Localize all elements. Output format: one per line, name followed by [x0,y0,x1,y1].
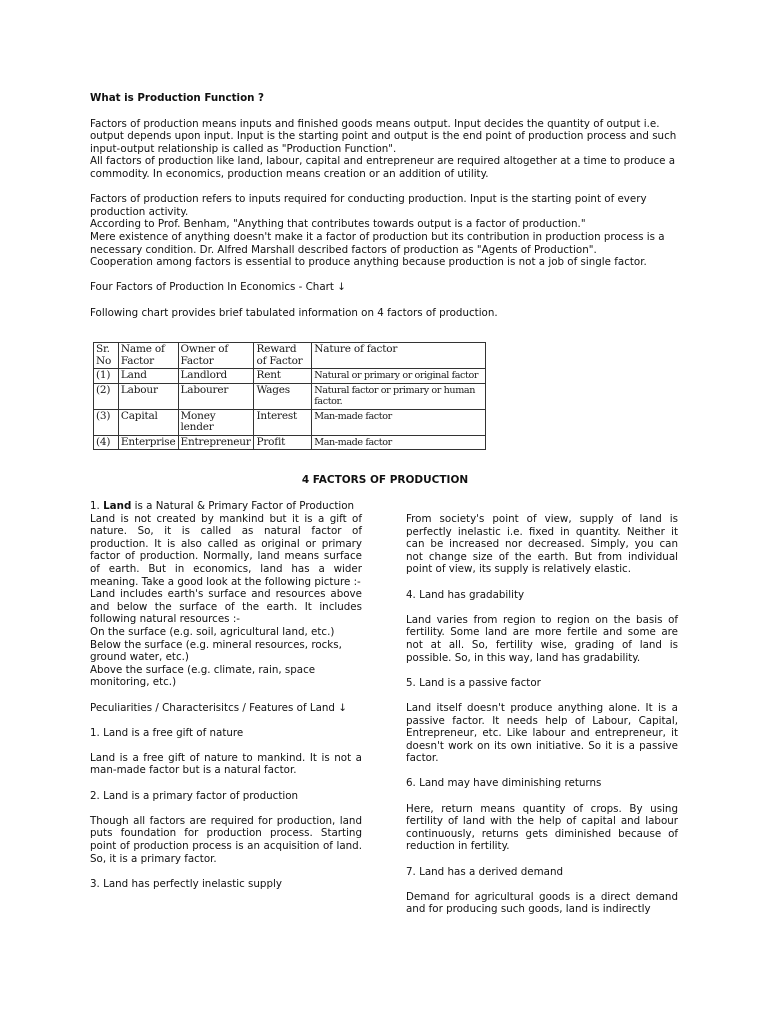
chart-heading: Four Factors of Production In Economics - Chart ↓ [90,281,346,294]
cell-nature: Natural or primary or original factor [312,369,486,384]
header-owner-of-factor: Owner of Factor [178,343,254,369]
header-nature-of-factor: Nature of factor [312,343,486,369]
land-heading [90,500,362,513]
body-paragraph: Land varies from region to region on the basis of fertility. Some land are more fertile and some are not at all. So, fertility wise, grading of land is possible. So, in this way, land has gradability. [406,613,678,664]
land-heading-rest: is a Natural & Primary Factor of Production [134,500,355,512]
chart-intro: Following chart provides brief tabulated information on 4 factors of production. [90,306,498,319]
feature-title: 2. Land is a primary factor of production [90,789,299,802]
page-title: What is Production Function ? [90,92,265,104]
intro-paragraph: Cooperation among factors is essential to produce anything because production is not a job of single factor. [90,256,647,269]
section-title: 4 FACTORS OF PRODUCTION [301,474,469,486]
benham-quote: According to Prof. Benham, "Anything that contributes towards output is a factor of production." [90,218,586,231]
cell-sr-no: (3) [94,409,119,435]
intro-paragraph: Factors of production refers to inputs required for conducting production. Input is the starting point of every production activity. [90,193,647,218]
cell-sr-no: (1) [94,369,119,384]
cell-reward: Wages [254,383,312,409]
body-paragraph: Land is not created by mankind but it is a gift of nature. So, it is called as natural factor of production. It is also called as original or primary factor of production. Normally, land means surface of earth. But in economics, land has a wider meaning. Take a good look at the following picture :- [90,512,362,588]
feature-title: 3. Land has perfectly inelastic supply [90,877,282,890]
feature-title: 1. Land is a free gift of nature [90,726,244,739]
land-number: 1. [90,500,100,512]
cell-name: Enterprise [118,435,178,450]
cell-owner: Money lender [178,409,254,435]
body-line: Above the surface (e.g. climate, rain, space monitoring, etc.) [90,663,316,689]
cell-sr-no: (4) [94,435,119,450]
cell-nature: Man-made factor [312,435,486,450]
table-row [94,369,486,384]
cell-nature: Man-made factor [312,409,486,435]
features-heading: Peculiarities / Characterisitcs / Features of Land ↓ [90,701,347,714]
body-paragraph: From society's point of view, supply of land is perfectly inelastic i.e. fixed in quantity. Neither it can be increased nor decreased. Simply, you can not change size of the earth. But from individual point of view, its supply is relatively elastic. [406,513,678,576]
cell-name: Land [118,369,178,384]
intro-paragraph: Mere existence of anything doesn't make it a factor of production but its contribution in production process is a necessary condition. Dr. Alfred Marshall described factors of production as "Agents of Production". [90,230,665,256]
cell-reward: Profit [254,435,312,450]
cell-owner: Entrepreneur [178,435,254,450]
intro-paragraph: Factors of production means inputs and finished goods means output. Input decides the quantity of output i.e. output depends upon input. Input is the starting point and output is the end point of production process and such input-output relationship is called as "Production Function". [90,117,677,155]
table-header-row [94,343,486,369]
feature-title: 4. Land has gradability [406,588,525,601]
left-column [90,500,362,890]
cell-name: Labour [118,383,178,409]
header-reward-of-factor: Reward of Factor [254,343,312,369]
cell-owner: Landlord [178,369,254,384]
factors-table [93,342,486,450]
land-bold: Land [103,500,132,512]
feature-title: 7. Land has a derived demand [406,865,564,878]
cell-sr-no: (2) [94,383,119,409]
body-line: On the surface (e.g. soil, agricultural land, etc.) [90,625,335,638]
intro-paragraph: All factors of production like land, labour, capital and entrepreneur are required altogether at a time to produce a commodity. In economics, production means creation or an addition of utility. [90,155,676,180]
cell-nature: Natural factor or primary or human factor. [312,383,486,409]
body-paragraph: Here, return means quantity of crops. By using fertility of land with the help of capital and labour continuously, returns gets diminished because of reduction in fertility. [406,802,678,853]
cell-reward: Rent [254,369,312,384]
header-name-of-factor: Name of Factor [118,343,178,369]
feature-title: 5. Land is a passive factor [406,676,541,689]
cell-name: Capital [118,409,178,435]
cell-owner: Labourer [178,383,254,409]
intro-section [90,92,680,319]
table-row [94,435,486,450]
right-column [406,513,678,916]
table-row [94,383,486,409]
table-row [94,409,486,435]
cell-reward: Interest [254,409,312,435]
feature-title: 6. Land may have diminishing returns [406,777,602,790]
body-paragraph: Demand for agricultural goods is a direct demand and for producing such goods, land is indirectly [406,890,678,916]
body-line: Below the surface (e.g. mineral resources, rocks, ground water, etc.) [90,638,342,664]
body-paragraph: Though all factors are required for production, land puts foundation for production process. Starting point of production process is an acquisition of land. So, it is a primary factor. [90,814,362,865]
header-sr-no: Sr. No [94,343,119,369]
body-paragraph: Land is a free gift of nature to mankind. It is not a man-made factor but is a natural factor. [90,751,362,777]
body-paragraph: Land itself doesn't produce anything alone. It is a passive factor. It needs help of Labour, Capital, Entrepreneur, etc. Like labour and entrepreneur, it doesn't work on its own initiative. So it is a passive factor. [406,701,678,765]
body-paragraph: Land includes earth's surface and resources above and below the surface of the earth. It includes following natural resources :- [90,588,362,626]
